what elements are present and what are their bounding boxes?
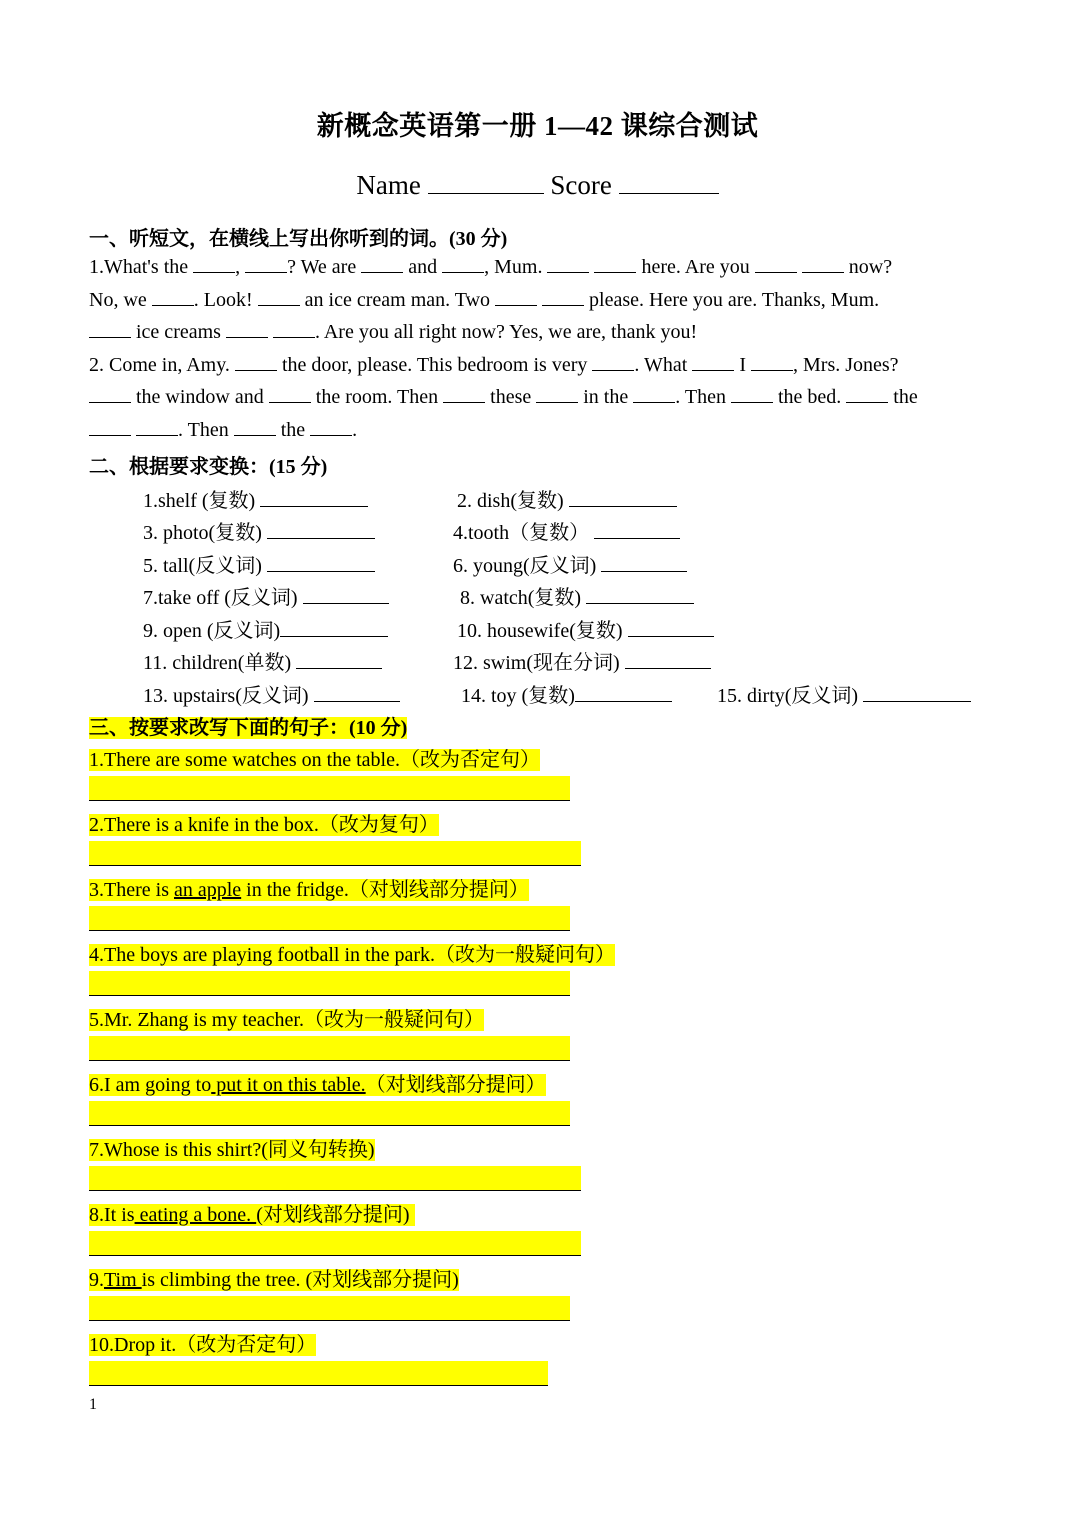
- section1-p2-line2: the window and the room. Then these in the . Then the bed. the: [89, 386, 918, 409]
- answer-blank[interactable]: [542, 289, 584, 306]
- answer-line[interactable]: [89, 1231, 581, 1256]
- answer-blank[interactable]: [443, 386, 485, 403]
- rewrite-question-10: 10.Drop it.（改为否定句）: [89, 1334, 317, 1356]
- answer-blank[interactable]: [594, 256, 636, 273]
- section1-heading: 一、听短文，在横线上写出你听到的词。(30 分): [89, 228, 508, 250]
- answer-blank[interactable]: [575, 685, 672, 702]
- answer-blank[interactable]: [269, 386, 311, 403]
- answer-blank[interactable]: [625, 652, 711, 669]
- answer-line[interactable]: [89, 776, 570, 801]
- transform-item: 8. watch(复数): [460, 581, 694, 610]
- answer-line[interactable]: [89, 1361, 548, 1386]
- answer-blank[interactable]: [633, 386, 675, 403]
- score-blank[interactable]: [619, 177, 719, 194]
- transform-item: 11. children(单数): [143, 646, 382, 675]
- transform-item: 15. dirty(反义词): [717, 679, 971, 708]
- answer-blank[interactable]: [495, 289, 537, 306]
- score-label: Score: [550, 170, 612, 200]
- answer-blank[interactable]: [314, 685, 400, 702]
- transform-item: 9. open (反义词): [143, 614, 388, 643]
- rewrite-question-7: 7.Whose is this shirt?(同义句转换): [89, 1139, 375, 1161]
- answer-blank[interactable]: [692, 354, 734, 371]
- answer-blank[interactable]: [245, 256, 287, 273]
- answer-blank[interactable]: [234, 419, 276, 436]
- answer-blank[interactable]: [547, 256, 589, 273]
- answer-line[interactable]: [89, 971, 570, 996]
- transform-item: 1.shelf (复数): [143, 484, 368, 513]
- answer-blank[interactable]: [260, 490, 368, 507]
- answer-blank[interactable]: [193, 256, 235, 273]
- answer-blank[interactable]: [569, 490, 677, 507]
- underlined-part: eating a bone.: [134, 1204, 257, 1226]
- answer-blank[interactable]: [592, 354, 634, 371]
- rewrite-question-8: 8.It is eating a bone. (对划线部分提问): [89, 1198, 415, 1227]
- page-number: 1: [89, 1396, 97, 1413]
- answer-blank[interactable]: [267, 555, 375, 572]
- answer-blank[interactable]: [755, 256, 797, 273]
- transform-item: 4.tooth（复数）: [453, 516, 680, 545]
- answer-blank[interactable]: [731, 386, 773, 403]
- answer-blank[interactable]: [310, 419, 352, 436]
- page-title: 新概念英语第一册 1—42 课综合测试: [316, 111, 759, 141]
- transform-item: 13. upstairs(反义词): [143, 679, 400, 708]
- rewrite-question-3: 3.There is an apple in the fridge.（对划线部分提问）: [89, 879, 529, 901]
- answer-blank[interactable]: [136, 419, 178, 436]
- answer-blank[interactable]: [863, 685, 971, 702]
- rewrite-question-6: 6.I am going to put it on this table.（对划线部分提问）: [89, 1074, 546, 1096]
- answer-blank[interactable]: [89, 419, 131, 436]
- answer-blank[interactable]: [536, 386, 578, 403]
- answer-blank[interactable]: [296, 652, 382, 669]
- answer-line[interactable]: [89, 1296, 570, 1321]
- section1-p2-line3: . Then the .: [89, 419, 357, 442]
- answer-blank[interactable]: [258, 289, 300, 306]
- answer-blank[interactable]: [802, 256, 844, 273]
- transform-item: 12. swim(现在分词): [453, 646, 711, 675]
- section1-p1-line3: ice creams . Are you all right now? Yes, we are, thank you!: [89, 321, 697, 344]
- section1-p1-line1: 1.What's the , ? We are and , Mum. here. Are you now?: [89, 256, 893, 278]
- section2-heading: 二、根据要求变换：(15 分): [89, 456, 328, 478]
- rewrite-question-4: 4.The boys are playing football in the park.（改为一般疑问句）: [89, 944, 616, 966]
- rewrite-question-1: 1.There are some watches on the table.（改为否定句）: [89, 749, 540, 771]
- name-blank[interactable]: [428, 177, 544, 194]
- answer-blank[interactable]: [89, 386, 131, 403]
- transform-item: 10. housewife(复数): [457, 614, 714, 643]
- answer-blank[interactable]: [235, 354, 277, 371]
- transform-item: 14. toy (复数): [461, 679, 672, 708]
- rewrite-question-9: 9.Tim is climbing the tree. (对划线部分提问): [89, 1269, 459, 1291]
- answer-blank[interactable]: [594, 522, 680, 539]
- section1-p1-line2: No, we . Look! an ice cream man. Two please. Here you are. Thanks, Mum.: [89, 289, 880, 311]
- name-label: Name: [356, 170, 421, 200]
- transform-item: 7.take off (反义词): [143, 581, 389, 610]
- rewrite-question-2: 2.There is a knife in the box.（改为复句）: [89, 814, 439, 836]
- answer-blank[interactable]: [361, 256, 403, 273]
- section1-p2-line1: 2. Come in, Amy. the door, please. This bedroom is very . What I , Mrs. Jones?: [89, 354, 899, 376]
- answer-line[interactable]: [89, 1036, 570, 1061]
- answer-blank[interactable]: [751, 354, 793, 371]
- answer-blank[interactable]: [303, 587, 389, 604]
- rewrite-question-5: 5.Mr. Zhang is my teacher.（改为一般疑问句）: [89, 1009, 484, 1031]
- transform-item: 3. photo(复数): [143, 516, 375, 545]
- transform-item: 2. dish(复数): [457, 484, 677, 513]
- answer-blank[interactable]: [601, 555, 687, 572]
- answer-blank[interactable]: [226, 321, 268, 338]
- answer-line[interactable]: [89, 841, 581, 866]
- transform-item: 6. young(反义词): [453, 549, 687, 578]
- answer-blank[interactable]: [152, 289, 194, 306]
- answer-blank[interactable]: [89, 321, 131, 338]
- answer-blank[interactable]: [846, 386, 888, 403]
- answer-blank[interactable]: [273, 321, 315, 338]
- answer-blank[interactable]: [442, 256, 484, 273]
- transform-item: 5. tall(反义词): [143, 549, 375, 578]
- section3-heading: 三、按要求改写下面的句子：(10 分): [89, 717, 408, 739]
- underlined-part: put it on this table.: [211, 1074, 366, 1096]
- answer-blank[interactable]: [280, 620, 388, 637]
- answer-blank[interactable]: [628, 620, 714, 637]
- answer-blank[interactable]: [586, 587, 694, 604]
- name-score-line: [0, 170, 1075, 201]
- underlined-part: Tim: [104, 1269, 142, 1291]
- answer-line[interactable]: [89, 1166, 581, 1191]
- answer-line[interactable]: [89, 906, 570, 931]
- underlined-part: an apple: [173, 879, 242, 901]
- answer-line[interactable]: [89, 1101, 570, 1126]
- answer-blank[interactable]: [267, 522, 375, 539]
